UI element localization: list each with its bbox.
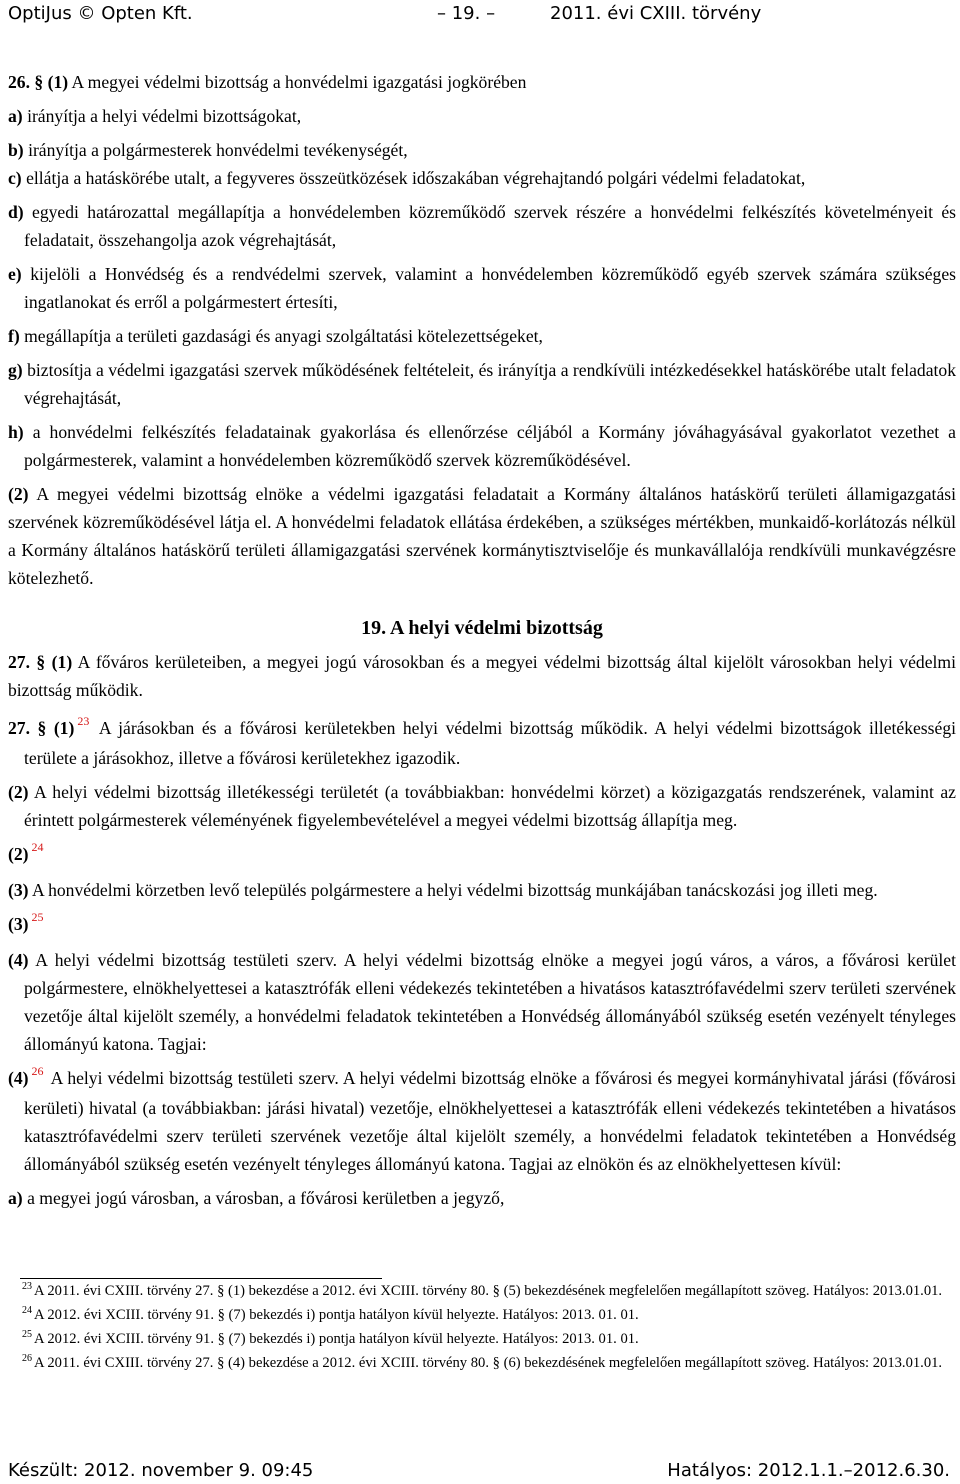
paragraph-number: (2) xyxy=(8,844,29,864)
item-text: biztosítja a védelmi igazgatási szervek működésének feltételeit, és irányítja a rendkívüli intézkedésekkel hatáskörébe utalt feladatok végrehajtását, xyxy=(24,360,956,408)
footnote-text: A 2012. évi XCIII. törvény 91. § (7) bekezdés i) pontja hatályon kívül helyezte. Hatályos: 2013. 01. 01. xyxy=(34,1307,639,1323)
section-27-old xyxy=(8,648,956,704)
paragraph-text: A honvédelmi körzetben levő település polgármestere a helyi védelmi bizottság munkájában tanácskozási jog illeti meg. xyxy=(31,880,878,900)
footnote-ref[interactable]: 26 xyxy=(31,1064,44,1078)
list-item xyxy=(8,164,956,192)
section-27-paragraph-3-repealed xyxy=(8,910,956,940)
item-text: megállapítja a területi gazdasági és anyagi szolgáltatási kötelezettségeket, xyxy=(24,326,543,346)
page-number: – 19. – xyxy=(437,3,496,24)
paragraph-number: (4) xyxy=(8,1068,29,1088)
item-text: egyedi határozattal megállapítja a honvédelemben közreműködő szervek részére a honvédelmi felkészítés követelményeit és feladatait, összehangolja azok végrehajtását, xyxy=(24,202,956,250)
footnote-ref[interactable]: 25 xyxy=(31,910,44,924)
item-mark: d) xyxy=(8,202,24,222)
footnotes xyxy=(8,1282,956,1378)
item-text: kijelöli a Honvédség és a rendvédelmi szervek, valamint a honvédelemben közreműködő egyéb szervek számára szükséges ingatlanokat és erről a polgármestert értesíti, xyxy=(24,264,957,312)
page-footer xyxy=(0,1458,960,1484)
paragraph-number: (2) xyxy=(8,782,29,802)
list-item xyxy=(8,198,956,254)
paragraph-text: A helyi védelmi bizottság testületi szerv. A helyi védelmi bizottság elnöke a megyei jogú város, a város, a fővárosi kerület polgármestere, elnökhelyettesei a katasztrófák elleni védekezés tekintetében a hivatásos katasztrófavédelmi szerv területi szervének vezetője által kijelölt személy, a honvédelmi feladatok tekintetében a Honvédség állományából szükség esetén vezényelt tényleges állományú katona. Tagjai: xyxy=(24,950,956,1054)
footnote xyxy=(8,1354,956,1374)
item-mark: g) xyxy=(8,360,23,380)
law-title: 2011. évi CXIII. törvény xyxy=(550,3,762,24)
section-27-paragraph-2 xyxy=(8,778,956,834)
section-number: 26. § (1) xyxy=(8,72,69,92)
footnote-number: 23 xyxy=(22,1281,32,1292)
section-27-paragraph-2-repealed xyxy=(8,840,956,870)
paragraph-number: (2) xyxy=(8,484,29,504)
item-text: irányítja a helyi védelmi bizottságokat, xyxy=(27,106,302,126)
item-mark: h) xyxy=(8,422,24,442)
paragraph-text: A megyei védelmi bizottság a honvédelmi igazgatási jogkörében xyxy=(71,72,527,92)
item-mark: e) xyxy=(8,264,22,284)
item-text: ellátja a hatáskörébe utalt, a fegyveres összeütközések időszakában végrehajtandó polgári védelmi feladatokat, xyxy=(26,168,806,188)
footnote-number: 24 xyxy=(22,1305,32,1316)
item-mark: f) xyxy=(8,326,20,346)
footnote-text: A 2011. évi CXIII. törvény 27. § (4) bekezdése a 2012. évi XCIII. törvény 80. § (6) bekezdésének megfelelően megállapított szöveg. Hatályos: 2013.01.01. xyxy=(34,1355,943,1371)
paragraph-number: (3) xyxy=(8,880,29,900)
paragraph-text: A főváros kerületeiben, a megyei jogú városokban és a megyei védelmi bizottság által kijelölt városokban helyi védelmi bizottság működik. xyxy=(8,652,956,700)
paragraph-number: (4) xyxy=(8,950,29,970)
item-text: a honvédelmi felkészítés feladatainak gyakorlása és ellenőrzése céljából a Kormány jóváhagyásával gyakorlatot vezethet a polgármesterek, valamint a honvédelemben közreműködő szervek közreműködésével. xyxy=(24,422,956,470)
footnote xyxy=(8,1282,956,1302)
section-title: 19. A helyi védelmi bizottság xyxy=(361,617,603,639)
footnote-number: 26 xyxy=(22,1353,32,1364)
item-mark: b) xyxy=(8,140,24,160)
section-27-paragraph-4-new xyxy=(8,1064,956,1178)
item-mark: a) xyxy=(8,106,23,126)
paragraph-text: A megyei védelmi bizottság elnöke a védelmi igazgatási feladatait a Kormány általános hatáskörű területi államigazgatási szervének közreműködésével látja el. A honvédelmi feladatok ellátása érdekében, a szükséges mértékben, munkaidő-korlátozás nélkül a Kormány általános hatáskörű területi államigazgatási szervének kormánytisztviselője és munkavállalója rendkívüli munkavégzésre kötelezhető. xyxy=(8,484,956,588)
section-27-paragraph-4 xyxy=(8,946,956,1058)
publisher-label: OptiJus © Opten Kft. xyxy=(8,3,193,24)
item-mark: c) xyxy=(8,168,22,188)
footnote-text: A 2011. évi CXIII. törvény 27. § (1) bekezdése a 2012. évi XCIII. törvény 80. § (5) bekezdésének megfelelően megállapított szöveg. Hatályos: 2013.01.01. xyxy=(34,1283,943,1299)
item-text: irányítja a polgármesterek honvédelmi tevékenységét, xyxy=(28,140,408,160)
section-number: 27. § (1) xyxy=(8,718,75,738)
list-item xyxy=(8,322,956,350)
footnote-number: 25 xyxy=(22,1329,32,1340)
item-mark: a) xyxy=(8,1188,23,1208)
list-item xyxy=(8,356,956,412)
footnote-ref[interactable]: 23 xyxy=(77,714,90,728)
footnote-text: A 2012. évi XCIII. törvény 91. § (7) bekezdés i) pontja hatályon kívül helyezte. Hatályos: 2013. 01. 01. xyxy=(34,1331,639,1347)
paragraph-number: (3) xyxy=(8,914,29,934)
list-item xyxy=(8,418,956,474)
created-timestamp: Készült: 2012. november 9. 09:45 xyxy=(8,1460,314,1481)
list-item xyxy=(8,1184,956,1212)
document-body xyxy=(8,68,956,1212)
validity-period: Hatályos: 2012.1.1.–2012.6.30. xyxy=(667,1460,950,1481)
page-header xyxy=(0,0,960,28)
footnote-ref[interactable]: 24 xyxy=(31,840,44,854)
footnote xyxy=(8,1330,956,1350)
list-item xyxy=(8,260,956,316)
list-item xyxy=(8,136,956,164)
section-27-paragraph-1 xyxy=(8,714,956,772)
section-26-intro xyxy=(8,68,956,96)
paragraph-text: A helyi védelmi bizottság illetékességi területét (a továbbiakban: honvédelmi körzet) a közigazgatás rendszerének, valamint az érintett polgármesterek véleményének figyelembevételével a megyei védelmi bizottság állapítja meg. xyxy=(24,782,956,830)
footnote xyxy=(8,1306,956,1326)
section-number: 27. § (1) xyxy=(8,652,73,672)
list-item xyxy=(8,102,956,130)
footnote-divider xyxy=(20,1278,382,1279)
section-26-paragraph-2 xyxy=(8,480,956,592)
item-text: a megyei jogú városban, a városban, a fővárosi kerületben a jegyző, xyxy=(27,1188,505,1208)
section-27-paragraph-3 xyxy=(8,876,956,904)
paragraph-text: A helyi védelmi bizottság testületi szerv. A helyi védelmi bizottság elnöke a fővárosi és megyei kormányhivatal járási (fővárosi kerületi) hivatal (a továbbiakban: járási hivatal) vezetője, elnökhelyettesei a katasztrófák elleni védekezés tekintetében a hivatásos katasztrófavédelmi szerv területi szervének vezetője által kijelölt személy, a honvédelmi feladatok tekintetében a Honvédség állományából szükség esetén vezényelt tényleges állományú katona. Tagjai az elnökön és az elnökhelyettesen kívül: xyxy=(24,1068,956,1174)
paragraph-text: A járásokban és a fővárosi kerületekben helyi védelmi bizottság működik. A helyi védelmi bizottságok illetékességi területe a járásokhoz, illetve a fővárosi kerületekhez igazodik. xyxy=(24,718,956,768)
